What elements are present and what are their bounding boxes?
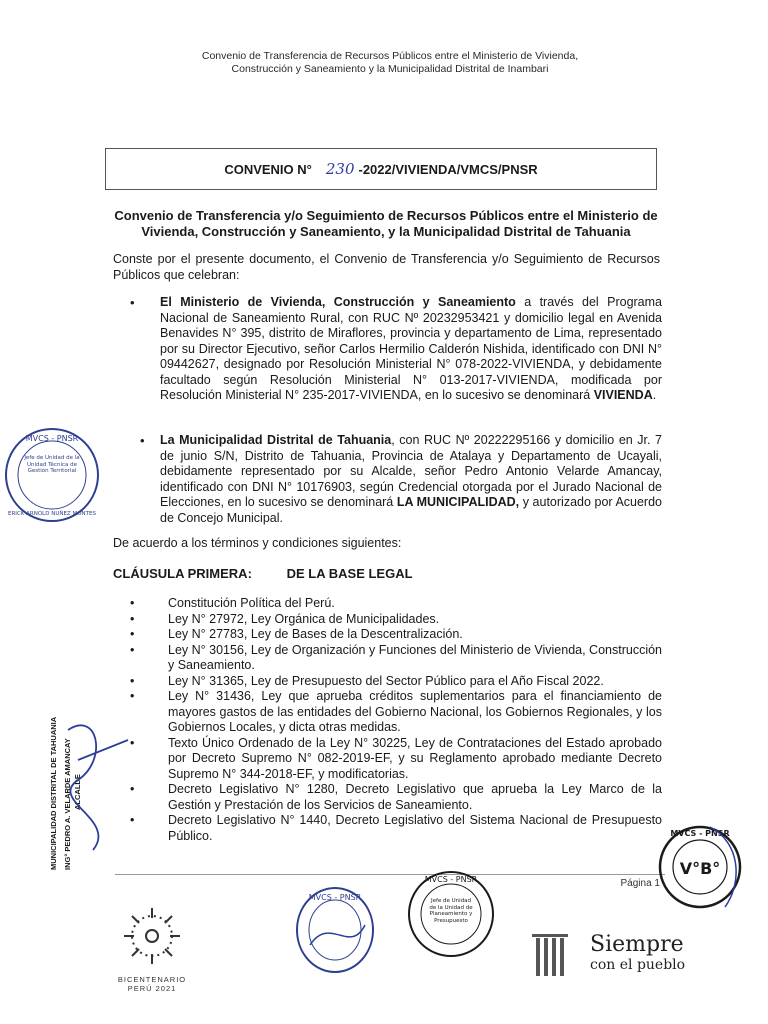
party2-alias: LA MUNICIPALIDAD, <box>396 495 520 509</box>
legal-item: • Decreto Legislativo N° 1280, Decreto Legislativo que aprueba la Ley Marco de la Gestión y Prestación de los Servicios de Saneamiento. <box>130 782 662 813</box>
vb-stamp-mark: V°B° <box>679 859 721 878</box>
footer-divider <box>115 874 665 875</box>
bicentenario-line1: BICENTENARIO <box>117 975 187 984</box>
sig-line3: ALCALDE <box>73 774 82 810</box>
legal-item: • Decreto Legislativo N° 1440, Decreto Legislativo del Sistema Nacional de Presupuesto Público. <box>130 813 662 844</box>
party2-end: y autorizado por Acuerdo de Concejo Municipal. <box>160 495 662 525</box>
bicentenario-logo <box>112 900 192 993</box>
vb-stamp-top: MVCS - PNSR <box>670 829 730 838</box>
left-stamp-top: MVCS - PNSR <box>25 434 79 443</box>
party2-body: , con RUC Nº 20222295166 y domicilio en Jr. 7 de junio S/N, Distrito de Tahuania, Provincia de Atalaya y Departamento de Ucayali, debidamente representado por su Alcalde, señor Pedro Antonio Velarde Amancay, identificado con DNI N° 10176903, según Credencial otorgada por el Jurado Nacional de Elecciones, en lo sucesivo se denominará <box>160 433 662 509</box>
party1-body: a través del Programa Nacional de Saneamiento Rural, con RUC Nº 20232953421 y domicilio legal en Avenida Benavides N° 395, distrito de Miraflores, provincia y departamento de Lima, representado por su Director Ejecutivo, señor Carlos Hermilio Calderón Nishida, identificado con DNI N° 09442627, designado por Resolución Ministerial N° 078-2022-VIVIENDA, y debidamente facultado según Resolución Ministerial N° 013-2017-VIVIENDA, modificada por Resolución Ministerial N° 235-2017-VIVIENDA, en lo sucesivo se denominará <box>160 295 662 402</box>
legal-item: • Ley N° 27972, Ley Orgánica de Municipalidades. <box>130 612 662 628</box>
center-stamp-signature <box>310 925 365 945</box>
party1-text <box>160 295 662 404</box>
slogan-line1: Siempre <box>590 932 684 957</box>
left-margin-stamp <box>2 425 102 525</box>
legal-item: • Texto Único Ordenado de la Ley N° 30225, Ley de Contrataciones del Estado aprobado por Decreto Supremo N° 082-2019-EF, y su Reglamento aprobado mediante Decreto Supremo N° 344-2018-EF, y modificatorias. <box>130 736 662 783</box>
legal-item: • Ley N° 31436, Ley que aprueba créditos suplementarios para el financiamiento de mayores gastos de las entidades del Gobierno Nacional, los Gobiernos Regionales, y los Gobiernos Locales, y dicta otras medidas. <box>130 689 662 736</box>
right-stamp-top: MVCS - PNSR <box>424 875 478 884</box>
legal-item: • Ley N° 31365, Ley de Presupuesto del Sector Público para el Año Fiscal 2022. <box>130 674 662 690</box>
clause-label: CLÁUSULA PRIMERA: <box>113 566 252 581</box>
clause-title: DE LA BASE LEGAL <box>286 566 413 581</box>
legal-item: • Ley N° 27783, Ley de Bases de la Descentralización. <box>130 627 662 643</box>
terms-intro: De acuerdo a los términos y condiciones siguientes: <box>113 536 402 550</box>
left-stamp-name: ERICK ARNOLD NUÑEZ MONTES <box>8 511 96 517</box>
clause-heading <box>113 566 413 581</box>
legal-item: • Constitución Política del Perú. <box>130 596 662 612</box>
header-note <box>150 50 630 76</box>
legal-item: • Ley N° 30156, Ley de Organización y Funciones del Ministerio de Vivienda, Construcción y Saneamiento. <box>130 643 662 674</box>
party1-alias: VIVIENDA <box>593 388 653 402</box>
party2-text <box>160 433 662 526</box>
page-number: Página 1 <box>620 878 660 889</box>
bullet-icon: • <box>140 433 145 448</box>
right-stamp-inner: Jefe de Unidad de la Unidad de Planeamiento y Presupuesto <box>429 898 473 924</box>
bottom-center-stamp <box>290 885 380 975</box>
slogan-line2: con el pueblo <box>590 957 686 973</box>
agreement-subtitle: Convenio de Transferencia y/o Seguimiento de Recursos Públicos entre el Ministerio de Vivienda, Construcción y Saneamiento, y la Municipalidad Distrital de Tahuania <box>114 208 658 239</box>
bicentenario-line2: PERÚ 2021 <box>127 984 177 993</box>
party1-name: El Ministerio de Vivienda, Construcción y Saneamiento <box>160 295 516 309</box>
party1-end: . <box>652 388 657 402</box>
intro-paragraph: Conste por el presente documento, el Convenio de Transferencia y/o Seguimiento de Recursos Públicos que celebran: <box>113 252 660 282</box>
party2-name: La Municipalidad Distrital de Tahuania <box>160 433 392 447</box>
center-stamp-top: MVCS - PNSR <box>308 893 362 902</box>
agreement-title-prefix: CONVENIO N° <box>224 161 312 177</box>
sig-line1: MUNICIPALIDAD DISTRITAL DE TAHUANIA <box>49 716 58 870</box>
vb-stamp <box>655 822 745 912</box>
bicentenario-emblem-icon <box>112 900 192 970</box>
agreement-number-handwritten: 230 <box>325 160 355 178</box>
bullet-icon: • <box>130 295 135 310</box>
bottom-right-stamp <box>405 868 497 960</box>
header-note-line2: Construcción y Saneamiento y la Municipalidad Distrital de Inambari <box>231 63 549 75</box>
agreement-title-suffix: -2022/VIVIENDA/VMCS/PNSR <box>358 161 538 177</box>
sig-line2: ING° PEDRO A. VELARDE AMANCAY <box>63 738 72 870</box>
party2-item <box>130 433 662 526</box>
columns-emblem-icon <box>532 932 582 980</box>
party1-item <box>130 295 662 404</box>
left-stamp-inner: Jefe de Unidad de la Unidad Técnica de Gestión Territorial <box>24 455 80 474</box>
mayor-signature-block <box>38 700 138 870</box>
legal-basis-list <box>130 596 662 844</box>
header-note-line1: Convenio de Transferencia de Recursos Públicos entre el Ministerio de Vivienda, <box>201 50 579 62</box>
agreement-title-box <box>105 148 657 190</box>
